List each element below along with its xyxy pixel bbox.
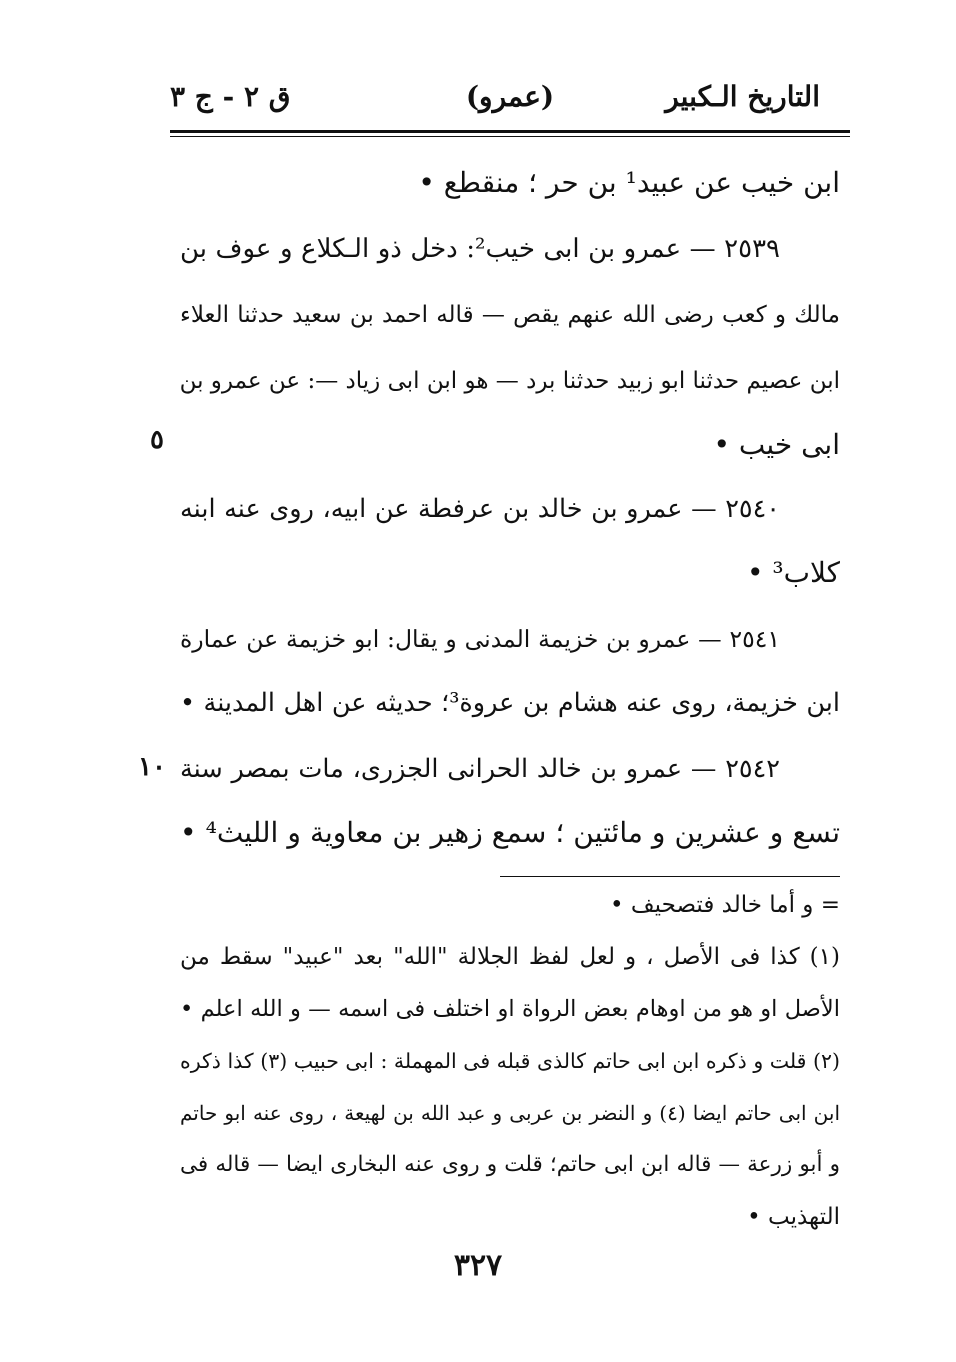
text-line: ابى خيب • <box>713 428 840 461</box>
margin-line-number-5: ٥ <box>150 425 164 455</box>
text-line: مالك و كعب رضى الله عنهم يقص — قاله احمد بن سعيد حدثنا العلاء <box>180 302 840 328</box>
book-title: التاريخ الـكبير <box>665 80 820 113</box>
footnote-line: = و أما خالد فتصحيف • <box>610 892 840 918</box>
text-line: ابن خزيمة، روى عنه هشام بن عروة³؛ حديثه عن اهل المدينة • <box>180 688 840 718</box>
text-line: ابن خيب عن عبيد¹ بن حر ؛ منقطع • <box>418 166 840 199</box>
footnote-line: التهذيب • <box>747 1204 840 1230</box>
entry-2542-line: ٢٥٤٢ — عمرو بن خالد الحرانى الجزرى، مات بمصر سنة <box>180 754 780 784</box>
section-name: (عمرو) <box>465 80 555 113</box>
text-line: كلاب³ • <box>746 556 840 589</box>
entry-2541-line: ٢٥٤١ — عمرو بن خزيمة المدنى و يقال: ابو خزيمة عن عمارة <box>180 625 780 653</box>
footnote-line: الأصل او هو من اوهام بعض الرواة او اختلف فى اسمه — و الله اعلم • <box>180 996 840 1022</box>
footnote-line: (٢) قلت و ذكره ابن ابى حاتم كالذى قبله فى المهملة : ابى حبيب (٣) كذا ذكره <box>180 1049 840 1073</box>
margin-line-number-10: ١٠ <box>138 752 166 782</box>
entry-2540-line: ٢٥٤٠ — عمرو بن خالد بن عرفطة عن ابيه، روى عنه ابنه <box>180 494 780 524</box>
footnote-line: و أبو زرعة — قاله ابن ابى حاتم؛ قلت و روى عنه البخارى ايضا — قاله فى <box>180 1152 840 1177</box>
running-header <box>170 80 850 130</box>
footnote-separator <box>500 876 840 877</box>
footnote-line: (١) كذا فى الأصل ، و لعل لفظ الجلالة "الله" بعد "عبيد" سقط من <box>180 944 840 970</box>
header-rule-thick <box>170 130 850 133</box>
header-rule-thin <box>170 136 850 137</box>
volume-indicator: ق ٢ - ج ٣ <box>170 80 291 113</box>
entry-2539-line: ٢٥٣٩ — عمرو بن ابى خيب²: دخل ذو الـكلاع و عوف بن <box>180 234 780 264</box>
footnote-line: ابن ابى حاتم ايضا (٤) و النضر بن عربى و عبد الله بن لهيعة ، روى عنه ابو حاتم <box>180 1101 840 1125</box>
text-line: ابن عصيم حدثنا ابو زبيد حدثنا برد — هو ابن ابى زياد —: عن عمرو بن <box>179 368 840 394</box>
text-line: تسع و عشرين و مائتين ؛ سمع زهير بن معاوية و الليث⁴ • <box>180 816 840 849</box>
page-number: ٣٢٧ <box>453 1248 503 1283</box>
